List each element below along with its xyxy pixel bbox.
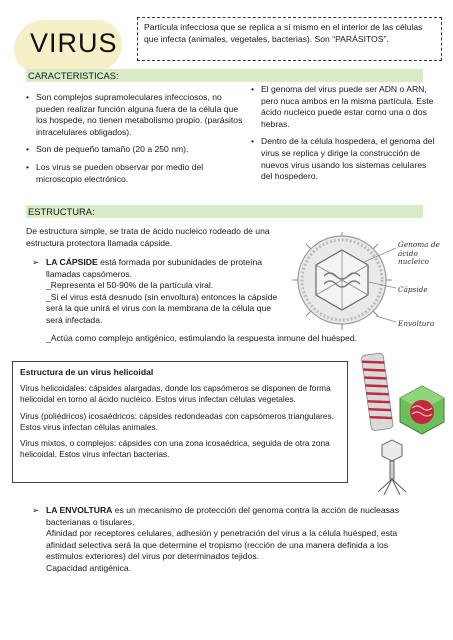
capside-block: [32, 257, 282, 327]
bacteriophage-icon: [378, 440, 406, 495]
list-item-text: El genoma del virus puede ser ADN o ARN, pero nuca ambos en la misma partícula. Este ácido nucleico puede estar como una o dos hebras.: [261, 84, 434, 129]
list-item-text: Son complejos supramoleculares infecciosos, no pueden realizar función alguna fuera de la célula que los hospede, no tienen metabolismo propio. (parásitos intracelulares obligados).: [36, 92, 243, 137]
list-item-text: Son de pequeño tamaño (20 a 250 nm).: [36, 144, 189, 155]
envoltura-text: es un mecanismo de protección del genoma contra la acción de nucleasas bacterianas o tisulares.: [46, 505, 399, 527]
icosaedrico-paragraph: Virus (poliédricos) icosaédricos: cápsides redondeadas con capsómeros triangulares. Estos virus infectan células animales.: [20, 410, 334, 432]
list-item-text: Dentro de la célula hospedera, el genoma del virus se replica y dirige la construcción de nuevos virus usando los sistemas celulares del hospedero.: [261, 136, 435, 182]
list-item: [32, 505, 424, 575]
estructura-intro: De estructura simple, se trata de ácido nucleico rodeado de una estructura protectora llamada cápside.: [26, 226, 270, 248]
list-item: • Los virus se pueden observar por medio del microscopio electrónico.: [26, 162, 244, 185]
definition-text: Partícula infecciosa que se replica a sí mismo en el interior de las células que infecta (animales, vegetales, bacterias). Son “PARÁSITOS”.: [144, 22, 423, 44]
caracteristicas-right: [251, 84, 437, 183]
capside-line: _Si el virus está desnudo (sin envoltura) entonces la cápside será la que unirá el virus con la membrana de la célula que será infectada.: [46, 291, 278, 325]
helicoidal-paragraph: Virus helicoidales: cápsides alargadas, donde los capsómeros se disponen de forma helicoidal en torno al ácido nucleico. Estos virus infectan células vegetales.: [20, 383, 331, 405]
page-title: VIRUS: [30, 28, 118, 58]
estructura-heading: [26, 205, 423, 218]
envoltura-paragraph: [46, 505, 424, 575]
envoltura-line: Capacidad antigénica.: [46, 562, 132, 573]
diagram-label-envoltura: Envoltura: [398, 319, 435, 328]
diagram-label-capside: Cápside: [398, 285, 428, 294]
capside-text: está formada por subunidades de proteína llamadas capsómeros.: [46, 257, 263, 279]
list-item: • El genoma del virus puede ser ADN o ARN, pero nuca ambos en la misma partícula. Este ácido nucleico puede estar como una o dos hebras.: [251, 84, 437, 130]
list-item: • Son complejos supramoleculares infecciosos, no pueden realizar función alguna fuera de la célula que los hospede, no tienen metabolismo propio. (parásitos intracelulares obligados).: [26, 92, 243, 137]
envoltura-term: LA ENVOLTURA: [46, 505, 113, 515]
capside-line-antigen: _Actúa como complejo antigénico, estimulando la respuesta inmune del huésped.: [46, 333, 357, 343]
estructura-heading-text: ESTRUCTURA:: [28, 206, 95, 217]
icosahedral-virus-icon: [400, 386, 444, 434]
list-item: [32, 257, 282, 327]
definition-box: [137, 17, 442, 61]
helical-capsid-icon: [361, 353, 393, 431]
caracteristicas-heading-text: CARACTERISTICAS:: [28, 70, 119, 81]
caracteristicas-heading: [26, 69, 423, 82]
helical-virus-illustration: [352, 350, 450, 500]
capside-paragraph: [46, 257, 282, 327]
list-item-text: Los virus se pueden observar por medio del microscopio electrónico.: [36, 161, 204, 184]
diagram-label-genoma: Genoma de ácido nucleico: [398, 240, 440, 266]
caracteristicas-left: [26, 92, 244, 185]
capside-term: LA CÁPSIDE: [46, 257, 98, 267]
arrow-bullet-icon: ➢: [32, 257, 40, 267]
list-item: • Dentro de la célula hospedera, el genoma del virus se replica y dirige la construcción de nuevos virus usando los sistemas celulares del hospedero.: [251, 136, 437, 182]
capside-line: _Representa el 50-90% de la partícula viral.: [46, 280, 214, 291]
arrow-bullet-icon: ➢: [32, 505, 40, 515]
list-item: • Son de pequeño tamaño (20 a 250 nm).: [26, 144, 189, 155]
mixto-paragraph: Virus mixtos, o complejos: cápsides con una zona icosaédrica, seguida de otra zona helicoidal. Estos virus infectan bacterias.: [20, 438, 330, 460]
envoltura-block: [32, 505, 424, 575]
helicoidal-heading: Estructura de un virus helicoidal: [20, 367, 154, 377]
envoltura-line: Afinidad por receptores celulares, adhesión y penetración del virus a la célula huésped, esta afinidad selectiva será la que determine el tropismo (rección de una manera definida a los estímulos exteriores) del virus por determinados tejidos.: [46, 528, 398, 562]
helicoidal-info-box: [12, 361, 348, 483]
